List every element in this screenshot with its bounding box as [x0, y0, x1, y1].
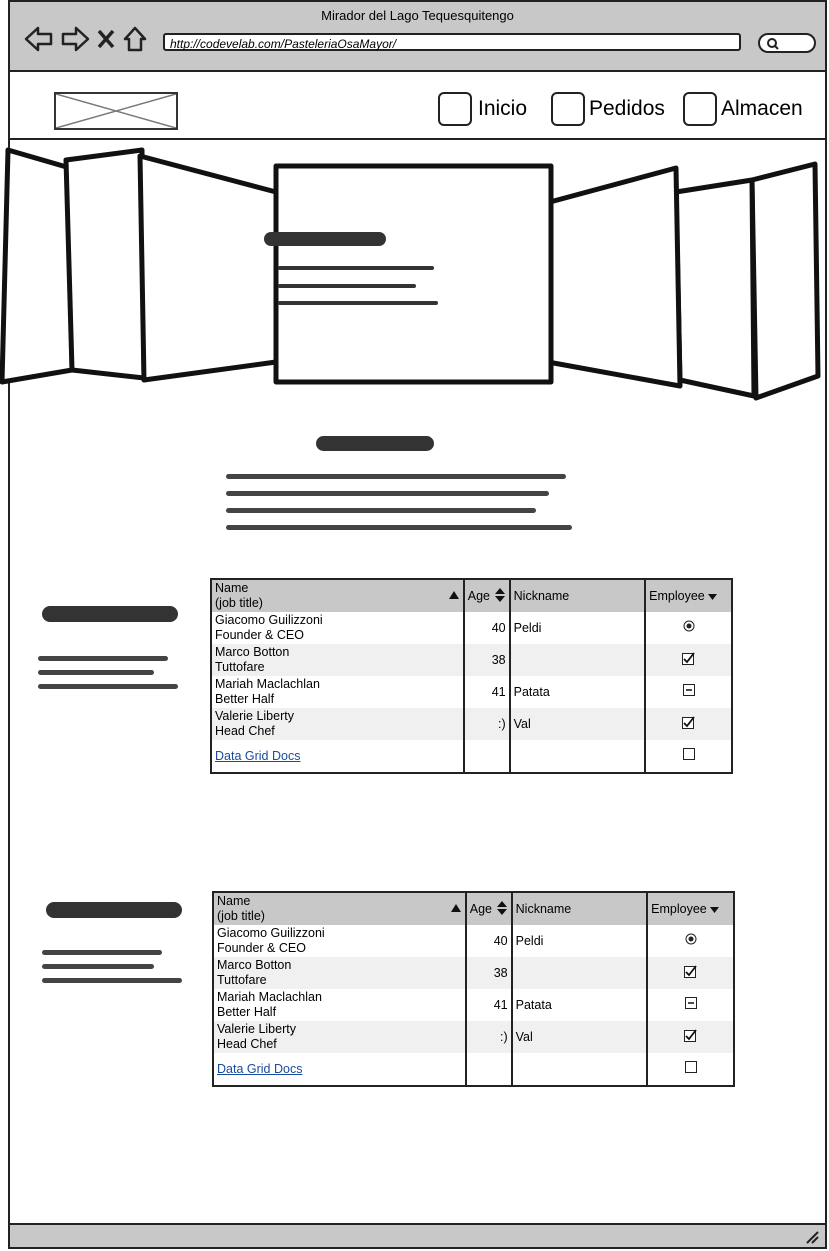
employee-name: Mariah Maclachlan [217, 990, 322, 1004]
nav-item-inicio[interactable] [438, 92, 527, 126]
cell-employee [647, 925, 734, 957]
column-header-name[interactable] [213, 892, 466, 925]
column-header-name-label: Name (job title) [217, 894, 265, 923]
section1-heading-scribble [42, 606, 178, 622]
cell-nickname: Patata [510, 676, 646, 708]
cell-nickname: Val [512, 1021, 648, 1053]
checkbox-checked-icon[interactable] [682, 716, 695, 729]
column-header-nickname-label: Nickname [513, 589, 570, 603]
table-footer-row [211, 740, 732, 773]
column-header-employee-label: Employee [651, 902, 707, 916]
employee-name: Valerie Liberty [217, 1022, 296, 1036]
employee-title: Tuttofare [215, 660, 265, 674]
radio-selected-icon[interactable] [685, 933, 697, 945]
sort-ascending-icon[interactable] [449, 591, 459, 599]
column-header-name[interactable] [211, 579, 464, 612]
home-icon[interactable] [122, 25, 148, 53]
carousel-slide-left-inner [140, 156, 276, 380]
carousel-slide-left-mid [66, 150, 144, 378]
browser-titlebar [8, 0, 827, 72]
cell-employee [647, 1021, 734, 1053]
nav-pedidos-label: Pedidos [589, 97, 665, 120]
cell-employee [645, 708, 732, 740]
sort-both-icon[interactable] [495, 588, 505, 602]
cell-employee [645, 612, 732, 644]
nav-inicio-label: Inicio [478, 97, 528, 120]
table-row[interactable] [213, 989, 734, 1021]
table-row[interactable] [211, 708, 732, 740]
browser-statusbar [8, 1223, 827, 1249]
column-header-employee-label: Employee [649, 589, 705, 603]
cell-employee [647, 957, 734, 989]
cell-footer [213, 1053, 466, 1086]
resize-grip-icon[interactable] [805, 1230, 819, 1244]
table-row[interactable] [211, 676, 732, 708]
slide-heading-scribble [264, 232, 386, 246]
carousel-slide-right-mid [676, 180, 754, 396]
column-header-nickname[interactable] [510, 579, 646, 612]
nav-almacen-label: Almacen [721, 97, 803, 120]
employee-name: Giacomo Guilizzoni [215, 613, 323, 627]
column-header-employee[interactable] [647, 892, 734, 925]
cell-age: 38 [466, 957, 512, 989]
cell-name [211, 708, 464, 740]
carousel-slide-center [276, 166, 551, 382]
cell-name [213, 1021, 466, 1053]
carousel-slide-left-outer [2, 150, 72, 382]
nav-item-pedidos[interactable] [551, 92, 665, 126]
cell-nickname: Patata [512, 989, 648, 1021]
column-header-employee[interactable] [645, 579, 732, 612]
logo-image-placeholder [54, 92, 178, 130]
column-header-age-label: Age [469, 902, 492, 916]
image-carousel[interactable] [0, 140, 829, 410]
search-icon [766, 37, 780, 51]
table-row[interactable] [213, 957, 734, 989]
checkbox-indeterminate-icon[interactable] [685, 997, 697, 1009]
cell-name [211, 676, 464, 708]
cell-nickname [512, 957, 648, 989]
close-x-icon[interactable] [96, 25, 116, 53]
section1-text-scribble [38, 656, 178, 698]
column-header-name-label: Name (job title) [215, 581, 263, 610]
employee-title: Founder & CEO [215, 628, 304, 642]
sort-descending-icon[interactable] [710, 907, 719, 913]
cell-age: 38 [464, 644, 510, 676]
column-header-age[interactable] [466, 892, 512, 925]
slide-text-line [278, 284, 416, 288]
checkbox-empty-icon[interactable] [683, 748, 695, 760]
checkbox-indeterminate-icon[interactable] [683, 684, 695, 696]
sort-ascending-icon[interactable] [451, 904, 461, 912]
cell-nickname: Peldi [512, 925, 648, 957]
cell-age: 40 [464, 612, 510, 644]
url-input[interactable]: http://codevelab.com/PasteleriaOsaMayor/ [163, 33, 741, 51]
table-row[interactable] [213, 1021, 734, 1053]
table-row[interactable] [213, 925, 734, 957]
sort-descending-icon[interactable] [708, 594, 717, 600]
cell-age: 41 [466, 989, 512, 1021]
cell-name [213, 925, 466, 957]
employee-title: Founder & CEO [217, 941, 306, 955]
data-grid-table [210, 578, 733, 774]
employee-title: Better Half [217, 1005, 277, 1019]
site-header [10, 72, 825, 140]
cell-name [211, 644, 464, 676]
cell-age: 41 [464, 676, 510, 708]
back-arrow-icon[interactable] [24, 25, 54, 53]
carousel-slide-right-outer [752, 164, 818, 398]
nav-item-almacen[interactable] [683, 92, 803, 126]
nav-pedidos-icon [551, 92, 585, 126]
column-header-age-label: Age [467, 589, 490, 603]
checkbox-checked-icon[interactable] [684, 965, 697, 978]
radio-selected-icon[interactable] [683, 620, 695, 632]
cell-employee [645, 644, 732, 676]
checkbox-empty-icon[interactable] [685, 1061, 697, 1073]
column-header-age[interactable] [464, 579, 510, 612]
cell-footer [211, 740, 464, 773]
cell-nickname [510, 644, 646, 676]
intro-paragraph-scribble [226, 474, 572, 539]
employee-title: Head Chef [215, 724, 275, 738]
cell-nickname: Val [510, 708, 646, 740]
employee-name: Giacomo Guilizzoni [217, 926, 325, 940]
checkbox-checked-icon[interactable] [682, 652, 695, 665]
employee-title: Better Half [215, 692, 275, 706]
cell-employee [647, 989, 734, 1021]
carousel-slide-right-inner [548, 168, 680, 386]
employee-name: Marco Botton [217, 958, 292, 972]
nav-almacen-icon [683, 92, 717, 126]
forward-arrow-icon[interactable] [60, 25, 90, 53]
cell-employee [645, 676, 732, 708]
intro-heading-scribble [316, 436, 434, 451]
employee-name: Mariah Maclachlan [215, 677, 320, 691]
cell-nickname: Peldi [510, 612, 646, 644]
employee-name: Valerie Liberty [215, 709, 294, 723]
cell-age: :) [466, 1021, 512, 1053]
table-row[interactable] [211, 612, 732, 644]
slide-text-line [278, 301, 438, 305]
table-footer-row [213, 1053, 734, 1086]
checkbox-checked-icon[interactable] [684, 1029, 697, 1042]
section2-text-scribble [42, 950, 182, 992]
cell-name [213, 989, 466, 1021]
data-grid-docs-link[interactable]: Data Grid Docs [217, 1061, 303, 1076]
table-row[interactable] [211, 644, 732, 676]
cell-age: 40 [466, 925, 512, 957]
cell-name [211, 612, 464, 644]
data-grid-table [212, 891, 735, 1087]
window-title: Mirador del Lago Tequesquitengo [321, 8, 514, 23]
employee-title: Tuttofare [217, 973, 267, 987]
search-field[interactable] [758, 33, 816, 53]
data-grid-docs-link[interactable]: Data Grid Docs [215, 748, 301, 763]
employee-name: Marco Botton [215, 645, 290, 659]
sort-both-icon[interactable] [497, 901, 507, 915]
employee-title: Head Chef [217, 1037, 277, 1051]
column-header-nickname[interactable] [512, 892, 648, 925]
section2-heading-scribble [46, 902, 182, 918]
column-header-nickname-label: Nickname [515, 902, 572, 916]
slide-text-line [278, 266, 434, 270]
cell-name [213, 957, 466, 989]
nav-inicio-icon [438, 92, 472, 126]
cell-age: :) [464, 708, 510, 740]
